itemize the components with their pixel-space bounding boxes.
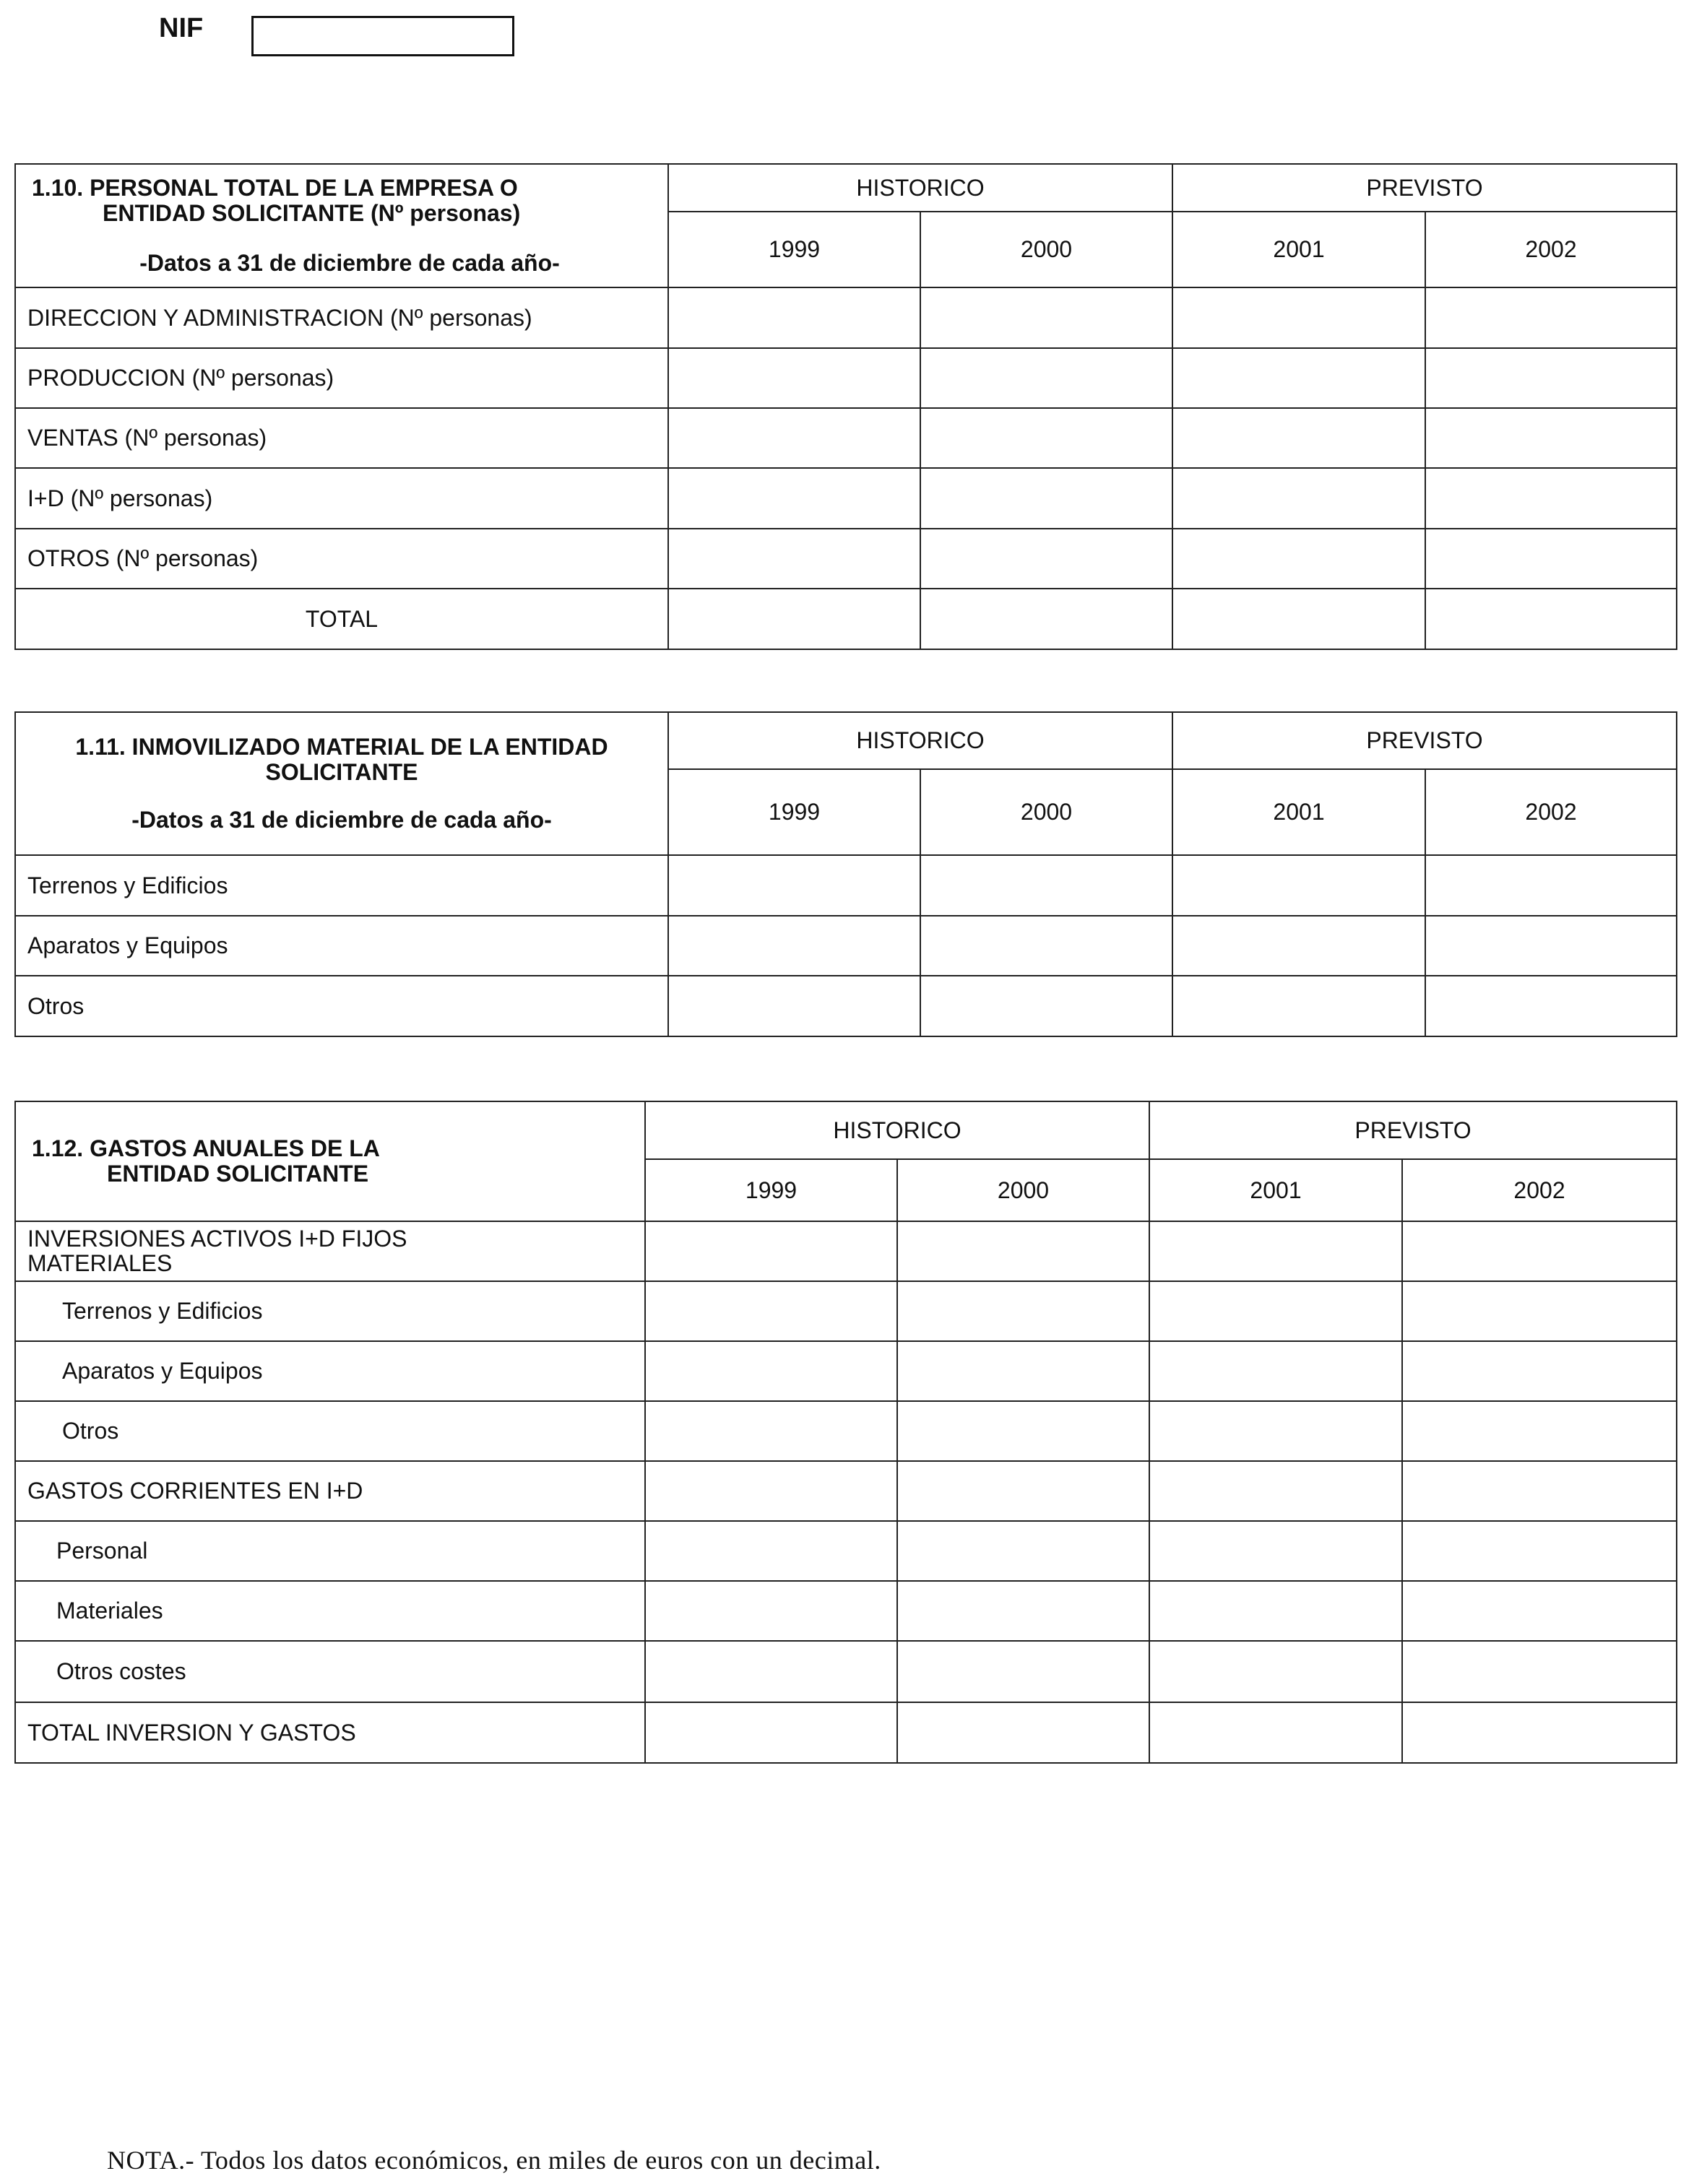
data-cell[interactable]: [920, 348, 1172, 408]
data-cell[interactable]: [645, 1341, 897, 1401]
data-cell[interactable]: [645, 1702, 897, 1763]
data-cell[interactable]: [1149, 1401, 1402, 1461]
data-cell[interactable]: [645, 1461, 897, 1521]
data-cell[interactable]: [1402, 1702, 1677, 1763]
row-label-total: TOTAL INVERSION Y GASTOS: [15, 1702, 645, 1763]
data-cell[interactable]: [1172, 529, 1425, 589]
table2-title: 1.11. INMOVILIZADO MATERIAL DE LA ENTIDAD SOLICITANTE -Datos a 31 de diciembre de cada año-: [15, 712, 668, 855]
data-cell[interactable]: [920, 529, 1172, 589]
data-cell[interactable]: [1425, 976, 1677, 1036]
row-label: VENTAS (Nº personas): [15, 408, 668, 468]
data-cell[interactable]: [920, 287, 1172, 348]
data-cell[interactable]: [920, 408, 1172, 468]
row-label: INVERSIONES ACTIVOS I+D FIJOS MATERIALES: [15, 1221, 645, 1281]
data-cell[interactable]: [1149, 1702, 1402, 1763]
data-cell[interactable]: [1402, 1221, 1677, 1281]
row-label: Terrenos y Edificios: [15, 855, 668, 916]
data-cell[interactable]: [1402, 1281, 1677, 1341]
table2-historico: HISTORICO: [668, 712, 1172, 769]
data-cell[interactable]: [1149, 1521, 1402, 1581]
table-row: [15, 1461, 1677, 1521]
nif-label: NIF: [159, 13, 204, 43]
data-cell[interactable]: [645, 1521, 897, 1581]
table-row: [15, 287, 1677, 348]
table-row: [15, 916, 1677, 976]
table-inmovilizado-material: [14, 711, 1677, 1037]
table-row: [15, 1281, 1677, 1341]
table1-year-1999: 1999: [668, 212, 920, 287]
table-row: [15, 1581, 1677, 1641]
data-cell[interactable]: [897, 1221, 1149, 1281]
data-cell[interactable]: [645, 1581, 897, 1641]
data-cell[interactable]: [920, 468, 1172, 529]
table2-year-2002: 2002: [1425, 769, 1677, 855]
data-cell[interactable]: [1425, 348, 1677, 408]
table2-year-2001: 2001: [1172, 769, 1425, 855]
table3-previsto: PREVISTO: [1149, 1101, 1677, 1159]
table1-historico: HISTORICO: [668, 164, 1172, 212]
row-label: Aparatos y Equipos: [15, 1341, 645, 1401]
table1-subtitle: -Datos a 31 de diciembre de cada año-: [139, 250, 560, 277]
data-cell[interactable]: [1425, 468, 1677, 529]
data-cell[interactable]: [920, 855, 1172, 916]
table-row: [15, 1641, 1677, 1702]
data-cell[interactable]: [897, 1521, 1149, 1581]
data-cell[interactable]: [668, 916, 920, 976]
table2-year-1999: 1999: [668, 769, 920, 855]
row-label: Aparatos y Equipos: [15, 916, 668, 976]
table1-previsto: PREVISTO: [1172, 164, 1677, 212]
data-cell[interactable]: [897, 1341, 1149, 1401]
table-row: [15, 855, 1677, 916]
data-cell[interactable]: [920, 916, 1172, 976]
row-label: PRODUCCION (Nº personas): [15, 348, 668, 408]
table-gastos-anuales: [14, 1101, 1677, 1764]
data-cell[interactable]: [897, 1401, 1149, 1461]
row-label: Otros: [15, 1401, 645, 1461]
data-cell[interactable]: [1149, 1341, 1402, 1401]
data-cell[interactable]: [1172, 408, 1425, 468]
data-cell[interactable]: [1172, 855, 1425, 916]
data-cell[interactable]: [645, 1401, 897, 1461]
data-cell[interactable]: [668, 976, 920, 1036]
data-cell[interactable]: [1172, 287, 1425, 348]
table3-historico: HISTORICO: [645, 1101, 1149, 1159]
data-cell[interactable]: [668, 287, 920, 348]
data-cell[interactable]: [1172, 916, 1425, 976]
table1-year-2002: 2002: [1425, 212, 1677, 287]
data-cell[interactable]: [1402, 1581, 1677, 1641]
row-label: Personal: [15, 1521, 645, 1581]
table2-previsto: PREVISTO: [1172, 712, 1677, 769]
table3-title: 1.12. GASTOS ANUALES DE LA ENTIDAD SOLICITANTE: [15, 1101, 645, 1221]
data-cell[interactable]: [897, 1641, 1149, 1702]
data-cell[interactable]: [1425, 287, 1677, 348]
row-label: DIRECCION Y ADMINISTRACION (Nº personas): [15, 287, 668, 348]
data-cell[interactable]: [1172, 589, 1425, 649]
data-cell[interactable]: [645, 1281, 897, 1341]
data-cell[interactable]: [668, 855, 920, 916]
table1-year-2001: 2001: [1172, 212, 1425, 287]
data-cell[interactable]: [897, 1281, 1149, 1341]
data-cell[interactable]: [645, 1641, 897, 1702]
table-row: [15, 1341, 1677, 1401]
data-cell[interactable]: [1402, 1401, 1677, 1461]
table-row-total: [15, 589, 1677, 649]
row-label: Materiales: [15, 1581, 645, 1641]
data-cell[interactable]: [897, 1581, 1149, 1641]
table2-subtitle: -Datos a 31 de diciembre de cada año-: [131, 806, 552, 833]
table-row: [15, 408, 1677, 468]
nif-input[interactable]: [251, 16, 514, 56]
table-row: [15, 1401, 1677, 1461]
data-cell[interactable]: [645, 1221, 897, 1281]
table-row: [15, 976, 1677, 1036]
data-cell[interactable]: [1425, 589, 1677, 649]
data-cell[interactable]: [1149, 1461, 1402, 1521]
row-label: GASTOS CORRIENTES EN I+D: [15, 1461, 645, 1521]
data-cell[interactable]: [1149, 1581, 1402, 1641]
data-cell[interactable]: [1172, 468, 1425, 529]
table-row: [15, 1221, 1677, 1281]
table2-year-2000: 2000: [920, 769, 1172, 855]
data-cell[interactable]: [1425, 529, 1677, 589]
data-cell[interactable]: [668, 529, 920, 589]
data-cell[interactable]: [1425, 916, 1677, 976]
table-personal-total: [14, 163, 1677, 650]
row-label: OTROS (Nº personas): [15, 529, 668, 589]
data-cell[interactable]: [1425, 855, 1677, 916]
data-cell[interactable]: [920, 976, 1172, 1036]
data-cell[interactable]: [1402, 1641, 1677, 1702]
row-label: Otros costes: [15, 1641, 645, 1702]
table3-year-1999: 1999: [645, 1159, 897, 1221]
table-row: [15, 529, 1677, 589]
table1-title: 1.10. PERSONAL TOTAL DE LA EMPRESA O ENTIDAD SOLICITANTE (Nº personas) -Datos a 31 de diciembre de cada año-: [15, 164, 668, 287]
table1-year-2000: 2000: [920, 212, 1172, 287]
data-cell[interactable]: [1172, 348, 1425, 408]
row-label-total: TOTAL: [15, 589, 668, 649]
footnote: NOTA.- Todos los datos económicos, en miles de euros con un decimal.: [107, 2146, 881, 2175]
data-cell[interactable]: [668, 589, 920, 649]
data-cell[interactable]: [1149, 1641, 1402, 1702]
data-cell[interactable]: [1425, 408, 1677, 468]
data-cell[interactable]: [668, 348, 920, 408]
data-cell[interactable]: [668, 468, 920, 529]
row-label: Otros: [15, 976, 668, 1036]
data-cell[interactable]: [897, 1461, 1149, 1521]
data-cell[interactable]: [920, 589, 1172, 649]
data-cell[interactable]: [1402, 1461, 1677, 1521]
data-cell[interactable]: [897, 1702, 1149, 1763]
data-cell[interactable]: [668, 408, 920, 468]
table-row: [15, 348, 1677, 408]
row-label: Terrenos y Edificios: [15, 1281, 645, 1341]
table3-year-2002: 2002: [1402, 1159, 1677, 1221]
data-cell[interactable]: [1149, 1281, 1402, 1341]
table-row: [15, 468, 1677, 529]
table3-year-2001: 2001: [1149, 1159, 1402, 1221]
table-row: [15, 1521, 1677, 1581]
data-cell[interactable]: [1149, 1221, 1402, 1281]
table-row-total: [15, 1702, 1677, 1763]
table3-year-2000: 2000: [897, 1159, 1149, 1221]
row-label: I+D (Nº personas): [15, 468, 668, 529]
data-cell[interactable]: [1402, 1341, 1677, 1401]
data-cell[interactable]: [1172, 976, 1425, 1036]
data-cell[interactable]: [1402, 1521, 1677, 1581]
